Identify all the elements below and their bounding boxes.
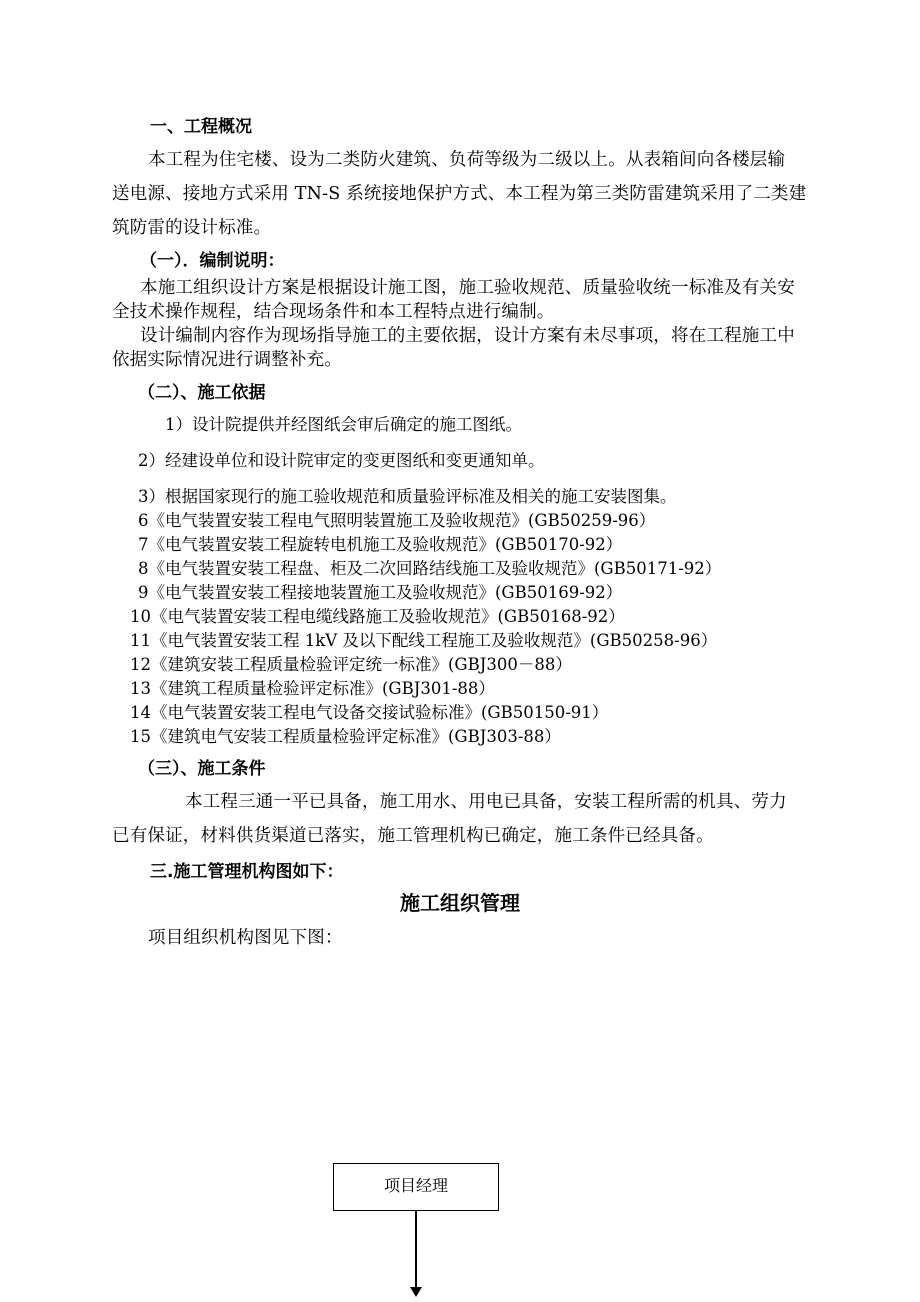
compilation-p2-line-1: 设计编制内容作为现场指导施工的主要依据，设计方案有未尽事项，将在工程施工中 bbox=[140, 326, 795, 346]
standard-10: 10《电气装置安装工程电缆线路施工及验收规范》(GB50168-92） bbox=[130, 607, 625, 626]
org-title: 施工组织管理 bbox=[400, 891, 520, 915]
sub-heading-conditions: （三）、施工条件 bbox=[138, 759, 266, 779]
org-connector-line bbox=[415, 1211, 417, 1289]
section-heading-org: 三.施工管理机构图如下： bbox=[150, 862, 344, 882]
overview-line-2: 送电源、接地方式采用 TN-S 系统接地保护方式、本工程为第三类防雷建筑采用了二类建 bbox=[112, 184, 807, 204]
org-box-label: 项目经理 bbox=[383, 1176, 448, 1195]
standard-8: 8《电气装置安装工程盘、柜及二次回路结线施工及验收规范》(GB50171-92） bbox=[138, 559, 722, 578]
standard-6: 6《电气装置安装工程电气照明装置施工及验收规范》(GB50259-96） bbox=[138, 511, 656, 530]
conditions-line-1: 本工程三通一平已具备，施工用水、用电已具备，安装工程所需的机具、劳力 bbox=[185, 792, 787, 812]
standard-9: 9《电气装置安装工程接地装置施工及验收规范》(GB50169-92） bbox=[138, 583, 623, 602]
org-box-project-manager bbox=[333, 1163, 499, 1211]
basis-item-1: 1）设计院提供并经图纸会审后确定的施工图纸。 bbox=[165, 415, 522, 434]
sub-heading-basis: （二）、施工依据 bbox=[138, 383, 266, 403]
basis-item-2: 2）经建设单位和设计院审定的变更图纸和变更通知单。 bbox=[138, 451, 545, 470]
standard-15: 15《建筑电气安装工程质量检验评定标准》(GBJ303-88） bbox=[130, 727, 561, 746]
compilation-p1-line-2: 全技术操作规程，结合现场条件和本工程特点进行编制。 bbox=[112, 302, 555, 322]
compilation-p1-line-1: 本施工组织设计方案是根据设计施工图，施工验收规范、质量验收统一标准及有关安 bbox=[140, 278, 795, 298]
conditions-line-2: 已有保证，材料供货渠道已落实，施工管理机构已确定，施工条件已经具备。 bbox=[112, 826, 714, 846]
standard-11: 11《电气装置安装工程 1kV 及以下配线工程施工及验收规范》(GB50258-96） bbox=[130, 631, 718, 650]
standard-12: 12《建筑安装工程质量检验评定统一标准》(GBJ300－88） bbox=[130, 655, 572, 674]
sub-heading-compilation: （一）．编制说明： bbox=[140, 251, 285, 271]
standard-14: 14《电气装置安装工程电气设备交接试验标准》(GB50150-91） bbox=[130, 703, 609, 722]
basis-item-3: 3）根据国家现行的施工验收规范和质量验评标准及相关的施工安装图集。 bbox=[138, 487, 677, 506]
standard-7: 7《电气装置安装工程旋转电机施工及验收规范》(GB50170-92） bbox=[138, 535, 623, 554]
arrow-down-icon bbox=[410, 1287, 422, 1297]
overview-line-3: 筑防雷的设计标准。 bbox=[112, 218, 272, 238]
org-intro: 项目组织机构图见下图： bbox=[148, 928, 343, 948]
section-heading-overview: 一、工程概况 bbox=[150, 117, 252, 137]
standard-13: 13《建筑工程质量检验评定标准》(GBJ301-88） bbox=[130, 679, 495, 698]
compilation-p2-line-2: 依据实际情况进行调整补充。 bbox=[112, 350, 343, 370]
overview-line-1: 本工程为住宅楼、设为二类防火建筑、负荷等级为二级以上。从表箱间向各楼层输 bbox=[148, 150, 786, 170]
